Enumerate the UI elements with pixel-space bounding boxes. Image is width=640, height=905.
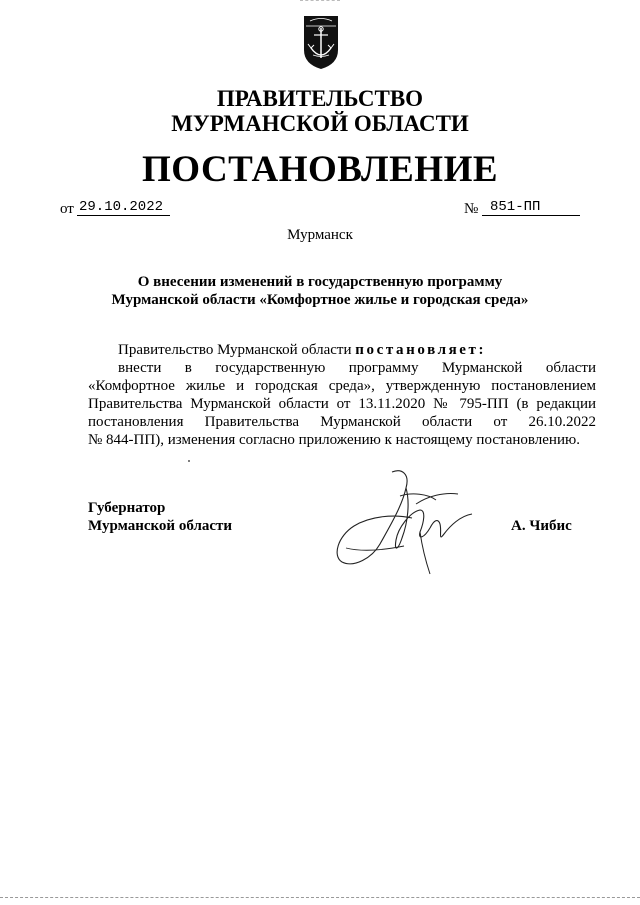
body-line2-text: «Комфортное жилье и городская среда», утвержденную постановлением xyxy=(88,378,596,394)
number-prefix: № xyxy=(464,201,479,217)
body-line1 xyxy=(88,359,596,377)
scan-speck xyxy=(188,460,190,462)
coat-of-arms-icon xyxy=(302,14,340,70)
date-prefix: от xyxy=(60,201,74,217)
document-number: 851-ПП xyxy=(482,198,580,216)
intro-paragraph xyxy=(118,341,486,359)
signatory-name: А. Чибис xyxy=(511,518,572,534)
signatory-title-line1: Губернатор xyxy=(88,500,166,516)
body-line3-text: Правительства Мурманской области от 13.11.2020 № 795-ПП (в редакции xyxy=(88,396,596,412)
body-line3 xyxy=(88,395,596,413)
city-name: Мурманск xyxy=(287,227,353,243)
government-name-line1: ПРАВИТЕЛЬСТВО xyxy=(216,86,424,111)
body-line4-text: постановления Правительства Мурманской области от 26.10.2022 xyxy=(88,414,596,430)
document-type-title: ПОСТАНОВЛЕНИЕ xyxy=(141,149,499,190)
body-line4 xyxy=(88,413,596,431)
document-date: 29.10.2022 xyxy=(77,198,170,216)
handwritten-signature xyxy=(332,466,482,578)
signatory-title-line2: Мурманской области xyxy=(88,518,233,534)
government-name-line2: МУРМАНСКОЙ ОБЛАСТИ xyxy=(171,111,469,136)
decree-verb: постановляет: xyxy=(355,342,487,358)
body-line2 xyxy=(88,377,596,395)
body-line5: № 844-ПП), изменения согласно приложению к настоящему постановлению. xyxy=(88,432,580,448)
subject-line2: Мурманской области «Комфортное жилье и городская среда» xyxy=(111,292,529,308)
intro-text: Правительство Мурманской области xyxy=(118,342,356,358)
subject-line1: О внесении изменений в государственную программу xyxy=(137,274,503,290)
bottom-scan-edge xyxy=(0,897,640,899)
top-scan-mark xyxy=(300,0,340,3)
body-line1-text: внести в государственную программу Мурманской области xyxy=(118,360,596,376)
